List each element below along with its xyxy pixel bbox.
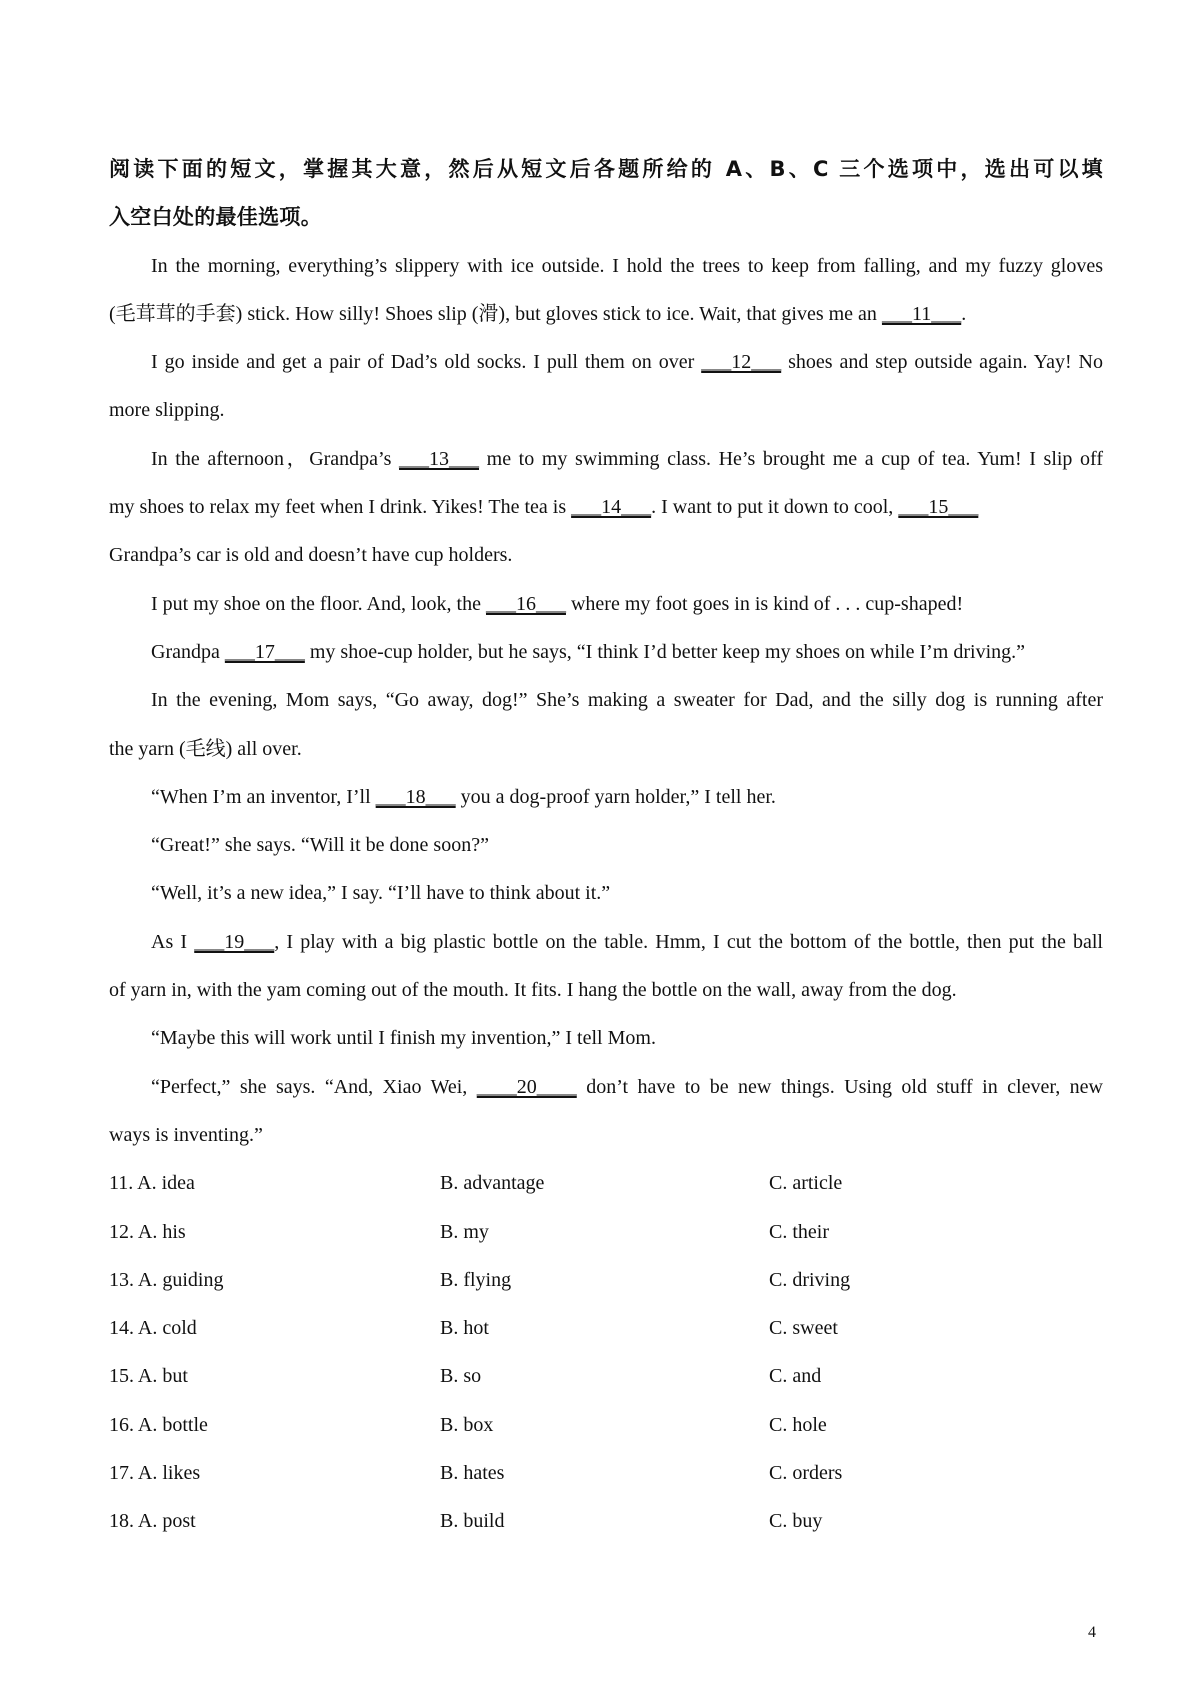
option-c: C. driving [769,1268,851,1291]
passage-text: In the morning, everything’s slippery with ice outside. I hold the trees to keep from falling, and my fuzzy gloves [151,254,1103,277]
passage-line [109,773,1103,821]
answer-blank: ___19___ [194,930,275,953]
passage-text: “Great!” she says. “Will it be done soon?” [151,834,489,857]
option-c: C. buy [769,1510,823,1533]
passage-text: “Maybe this will work until I finish my invention,” I tell Mom. [151,1027,656,1050]
passage-line [109,435,1103,483]
passage-line [109,580,1103,628]
option-b: B. flying [440,1268,512,1291]
passage-line [109,338,1103,386]
answer-blank: ___18___ [375,785,456,808]
option-b: B. build [440,1510,505,1533]
passage-text: don’t have to be new things. Using old stuff in clever, new [576,1075,1103,1098]
option-b: B. so [440,1365,482,1388]
passage-text: where my foot goes in is kind of . . . cup-shaped! [565,592,964,615]
passage-text: my shoe-cup holder, but he says, “I think I’d better keep my shoes on while I’m driving.” [304,640,1025,663]
answer-blank: ___12___ [701,351,782,374]
passage-line [109,821,1103,869]
passage-text: . I want to put it down to cool, [651,496,899,519]
option-c: C. hole [769,1413,827,1436]
question-options-row [109,1159,1103,1207]
passage-line [109,628,1103,676]
passage-line [109,290,1103,338]
option-a: 16. A. bottle [109,1413,208,1436]
question-options-row [109,1352,1103,1400]
option-c: C. their [769,1220,829,1243]
answer-blank: ___17___ [224,640,305,663]
passage-text: you a dog-proof yarn holder,” I tell her. [455,785,776,808]
passage-line [109,1014,1103,1062]
question-options-row [109,1304,1103,1352]
answer-blank: ___11___ [881,302,962,325]
option-b: B. hates [440,1462,505,1485]
passage-line [109,869,1103,917]
passage-line [109,1111,1103,1159]
passage-text: “Perfect,” she says. “And, Xiao Wei, [151,1075,477,1098]
question-options-row [109,1497,1103,1545]
instruction-line-1: 阅读下面的短文，掌握其大意，然后从短文后各题所给的 A、B、C 三个选项中，选出可以填 [109,157,1103,181]
passage-text: “When I’m an inventor, I’ll [151,785,376,808]
passage-text: (毛茸茸的手套) stick. How silly! Shoes slip (滑), but gloves stick to ice. Wait, that gives me an [109,302,882,325]
passage-text: shoes and step outside again. Yay! No [781,351,1103,374]
passage-line [109,483,1103,531]
option-a: 13. A. guiding [109,1268,224,1291]
passage-text: , I play with a big plastic bottle on the table. Hmm, I cut the bottom of the bottle, then put the ball [274,930,1103,953]
passage-text: Grandpa’s car is old and doesn’t have cup holders. [109,544,513,567]
page-number: 4 [1088,1624,1096,1641]
options-list [109,1159,1103,1545]
option-b: B. my [440,1220,489,1243]
option-b: B. advantage [440,1172,545,1195]
passage-line [109,1063,1103,1111]
answer-blank: ___13___ [399,447,480,470]
passage-line [109,676,1103,724]
answer-blank: ___14___ [571,496,652,519]
question-options-row [109,1256,1103,1304]
option-c: C. sweet [769,1317,838,1340]
passage-text: . [961,302,967,325]
passage-line [109,531,1103,579]
question-options-row [109,1449,1103,1497]
passage-line [109,242,1103,290]
option-a: 11. A. idea [109,1172,195,1195]
passage-text: As I [151,930,195,953]
passage-text: me to my swimming class. He’s brought me a cup of tea. Yum! I slip off [479,447,1104,470]
passage-text: In the afternoon，Grandpa’s [151,447,400,470]
answer-blank: ____20____ [476,1075,577,1098]
option-b: B. hot [440,1317,489,1340]
option-c: C. orders [769,1462,843,1485]
answer-blank: ___16___ [485,592,566,615]
document-body [109,145,1103,1546]
passage-text: Grandpa [151,640,225,663]
question-options-row [109,1208,1103,1256]
passage-text: my shoes to relax my feet when I drink. Yikes! The tea is [109,496,572,519]
passage-line [109,966,1103,1014]
option-a: 18. A. post [109,1510,196,1533]
option-a: 14. A. cold [109,1317,197,1340]
passage-text: In the evening, Mom says, “Go away, dog!” She’s making a sweater for Dad, and the silly dog is running after [151,689,1103,712]
passage-text: more slipping. [109,399,225,422]
option-c: C. and [769,1365,822,1388]
passage-line [109,725,1103,773]
passage-text: I go inside and get a pair of Dad’s old socks. I pull them on over [151,351,702,374]
passage-text: “Well, it’s a new idea,” I say. “I’ll have to think about it.” [151,882,611,905]
question-options-row [109,1401,1103,1449]
passage [109,242,1103,1160]
option-b: B. box [440,1413,494,1436]
option-a: 12. A. his [109,1220,186,1243]
passage-text: the yarn (毛线) all over. [109,737,302,760]
option-a: 17. A. likes [109,1462,201,1485]
passage-text: of yarn in, with the yam coming out of the mouth. It fits. I hang the bottle on the wall, away from the dog. [109,979,957,1002]
instruction-line-2: 入空白处的最佳选项。 [109,205,322,230]
passage-line [109,918,1103,966]
answer-blank: ___15___ [898,496,979,519]
option-c: C. article [769,1172,843,1195]
passage-line [109,386,1103,434]
option-a: 15. A. but [109,1365,188,1388]
passage-text: ways is inventing.” [109,1123,263,1146]
passage-text: I put my shoe on the floor. And, look, the [151,592,486,615]
